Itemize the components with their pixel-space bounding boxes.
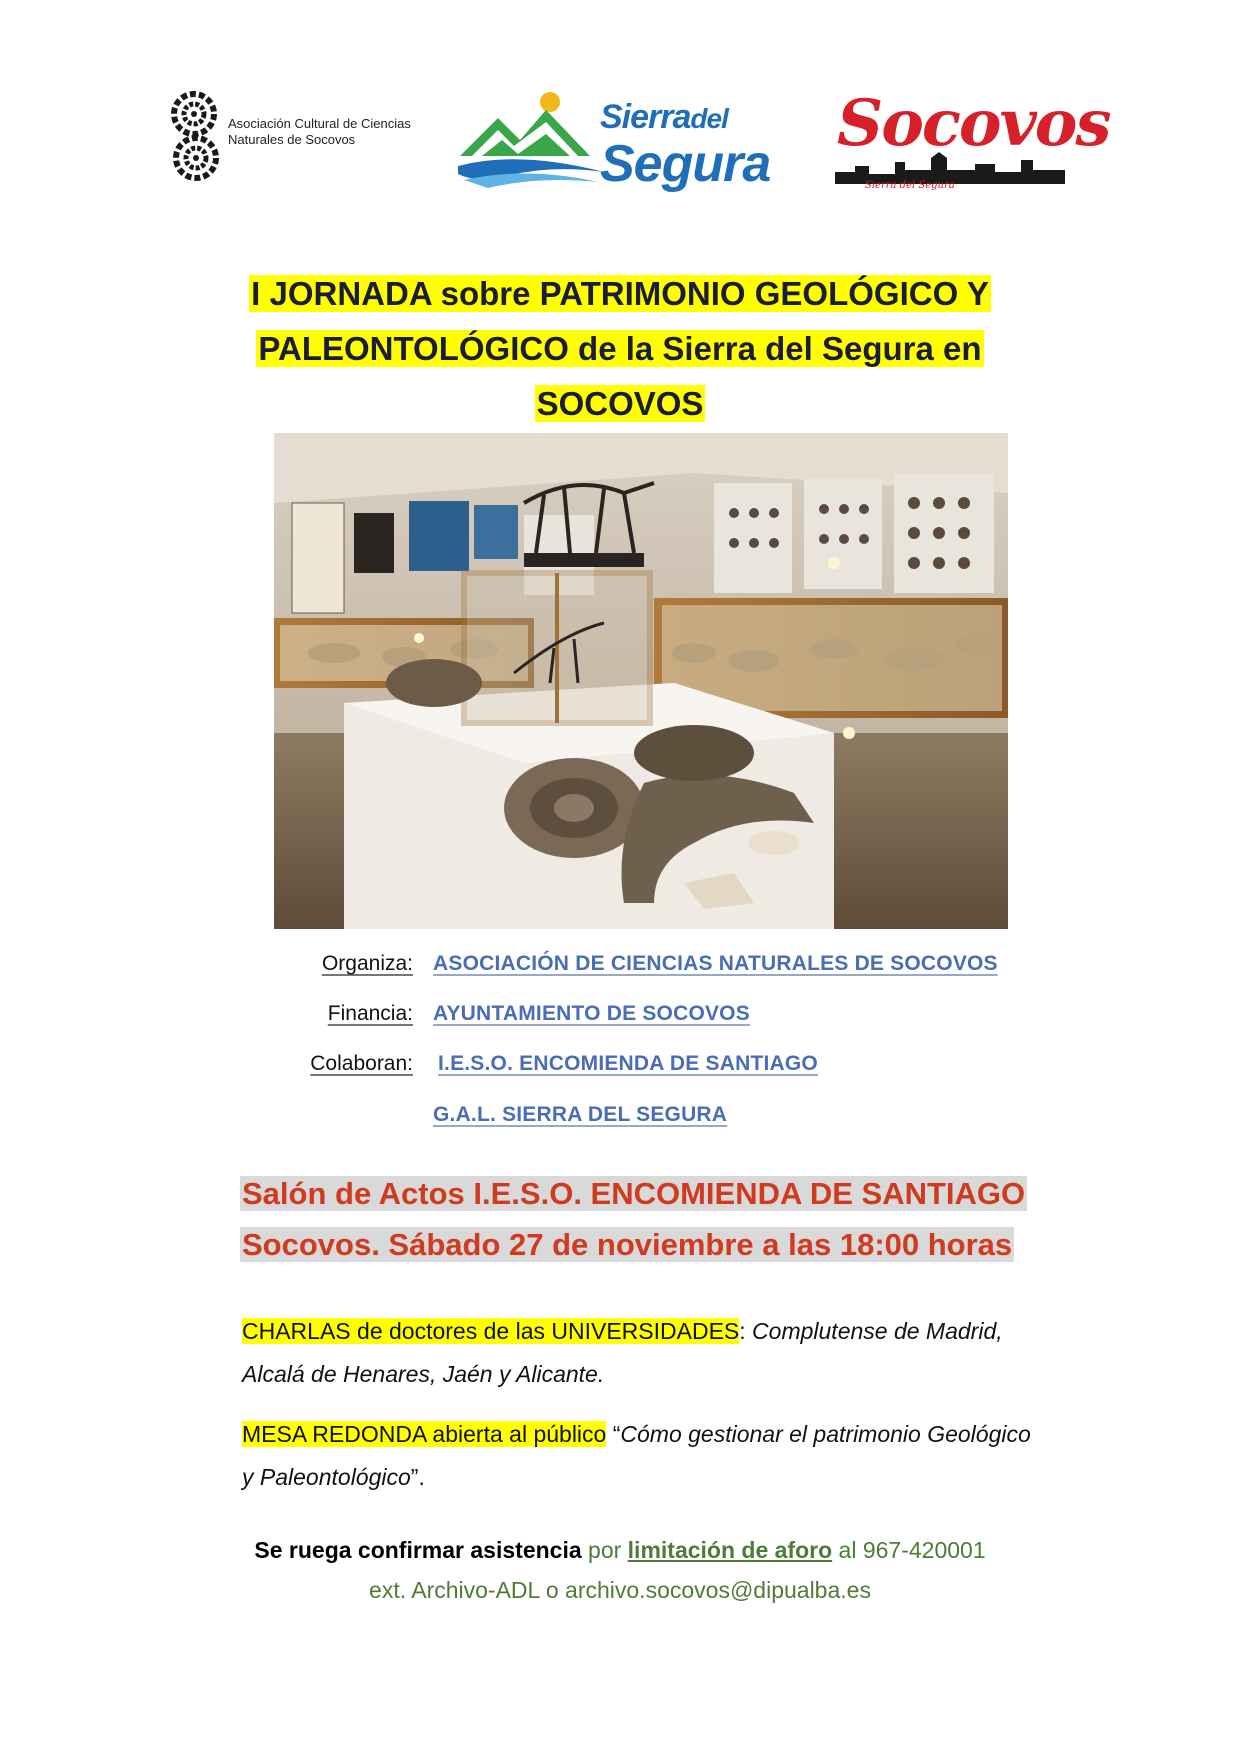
fossil-museum-photo [274, 433, 1008, 929]
socovos-logo-sub: Sierra del Segura [865, 180, 955, 191]
mesa-highlight: MESA REDONDA abierta al público [242, 1421, 607, 1447]
mesa-close-quote: ”. [410, 1464, 425, 1490]
confirm-limit: limitación de aforo [627, 1537, 833, 1563]
socovos-logo-word: Socovos [837, 86, 1110, 161]
charlas-universities: Complutense de Madrid, Alcalá de Henares, Jaén y Alicante. [242, 1318, 1003, 1387]
asociacion-logo-line1: Asociación Cultural de Ciencias [228, 116, 411, 131]
sierra-logo-word2: Segura [600, 135, 771, 193]
organiza-value: ASOCIACIÓN DE CIENCIAS NATURALES DE SOCOVOS [433, 952, 998, 975]
sierra-logo-word1: Sierra [600, 98, 691, 136]
charlas-colon: : [739, 1318, 753, 1344]
asociacion-logo [170, 80, 450, 190]
charlas-highlight: CHARLAS de doctores de las UNIVERSIDADES [242, 1318, 740, 1344]
socovos-logo [825, 80, 1110, 200]
confirm-phone: al 967-420001 [832, 1537, 986, 1563]
sierra-del-segura-logo [458, 84, 771, 196]
venue-line2: Socovos. Sábado 27 de noviembre a las 18:00 horas [242, 1227, 1013, 1262]
financia-value: AYUNTAMIENTO DE SOCOVOS [433, 1002, 750, 1025]
mesa-topic: Cómo gestionar el patrimonio Geológico y Paleontológico [242, 1421, 1031, 1490]
sierra-logo-word1b: del [690, 103, 728, 134]
mesa-paragraph [242, 1413, 1032, 1499]
ammonite-icon [170, 90, 222, 182]
confirm-block [160, 1530, 1080, 1610]
confirm-por: por [581, 1537, 628, 1563]
asociacion-logo-line2: Naturales de Socovos [228, 132, 356, 147]
colaboran-value-2: G.A.L. SIERRA DEL SEGURA [433, 1103, 728, 1126]
title-line2: PALEONTOLÓGICO de la Sierra del Segura en [258, 330, 982, 367]
financia-label: Financia: [327, 1002, 413, 1025]
mountain-icon [458, 84, 608, 196]
organiza-label: Organiza: [321, 952, 413, 975]
colaboran-value-1: I.E.S.O. ENCOMIENDA DE SANTIAGO [438, 1052, 818, 1075]
charlas-paragraph [242, 1310, 1032, 1396]
venue-block [240, 1168, 1040, 1270]
venue-line1: Salón de Actos I.E.S.O. ENCOMIENDA DE SANTIAGO [242, 1176, 1026, 1211]
title-line1: I JORNADA sobre PATRIMONIO GEOLÓGICO Y [251, 275, 989, 312]
confirm-bold: Se ruega confirmar asistencia [254, 1537, 582, 1563]
event-title [150, 266, 1090, 431]
confirm-contact-line: ext. Archivo-ADL o archivo.socovos@dipualba.es [369, 1577, 871, 1603]
mesa-open-quote: “ [606, 1421, 621, 1447]
title-line3: SOCOVOS [536, 385, 704, 422]
colaboran-label: Colaboran: [310, 1052, 413, 1075]
